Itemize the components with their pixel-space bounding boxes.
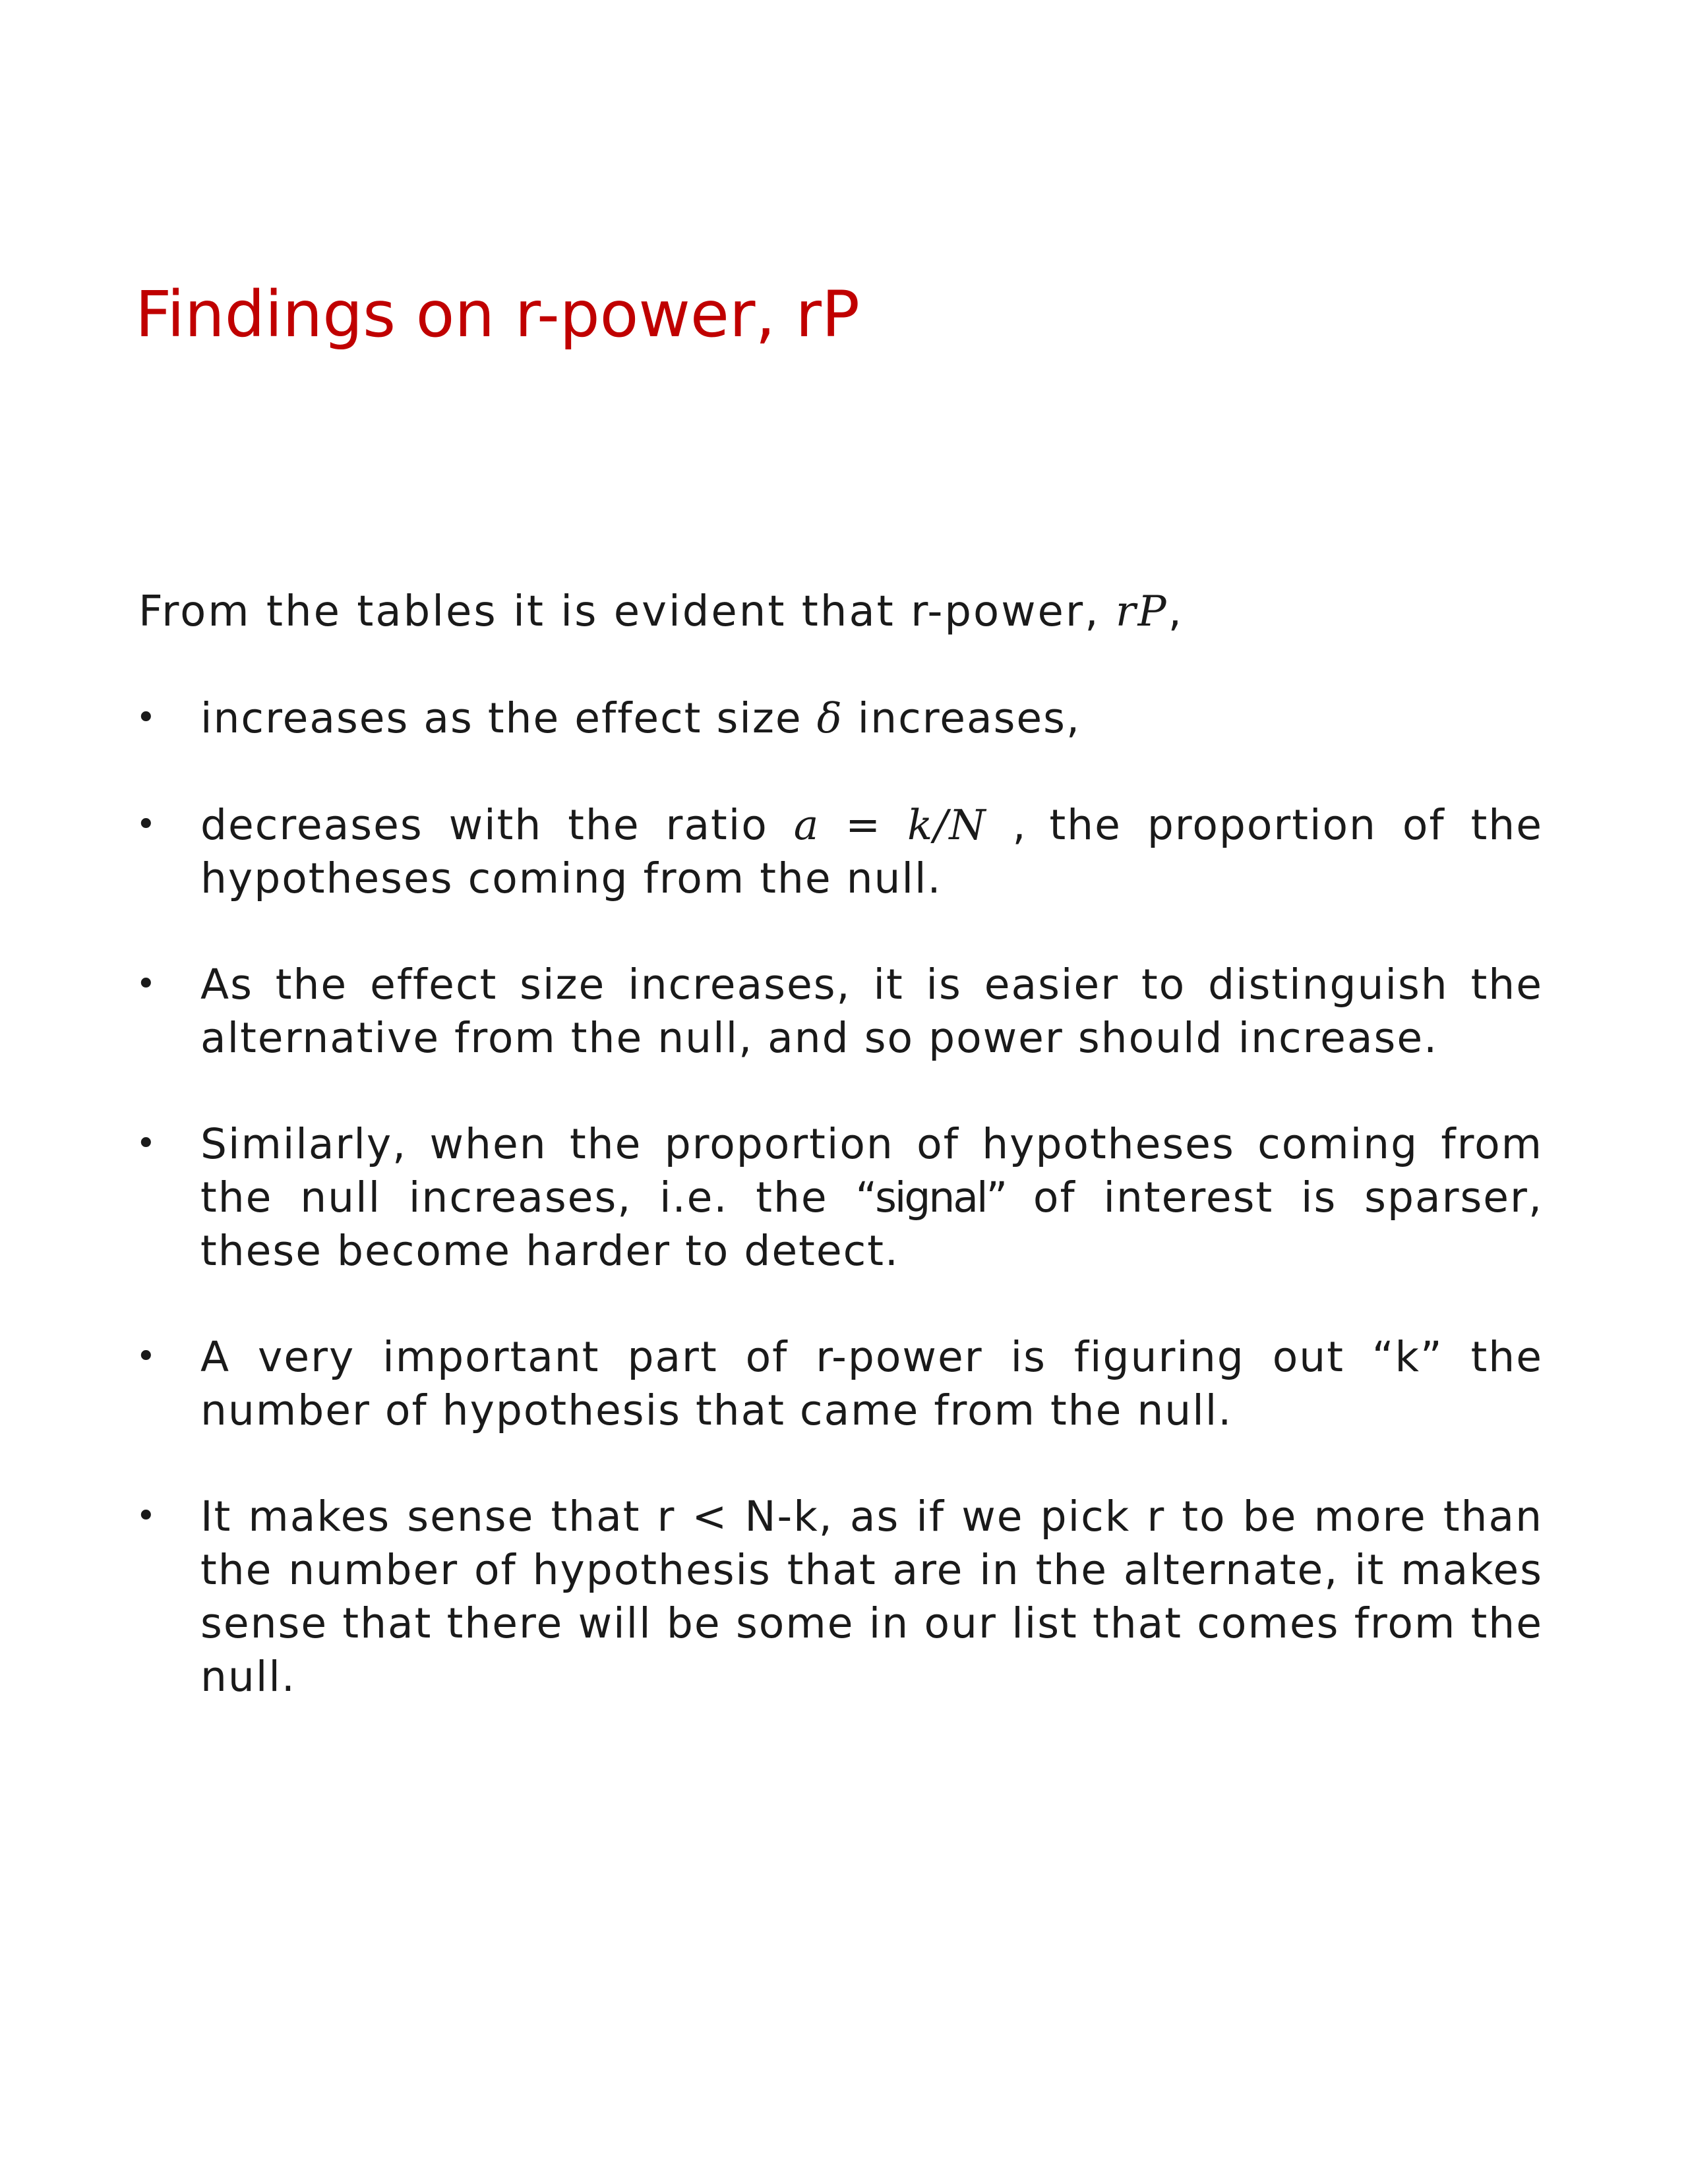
finding-text-part: the proportion of the hypotheses coming from the null. xyxy=(200,801,1543,902)
finding-text-part: Similarly, when the proportion of hypotheses coming from the null increases, i.e. the xyxy=(200,1120,1543,1222)
finding-item xyxy=(132,1117,1543,1278)
formula-comma: , xyxy=(986,801,1027,849)
bullet-dot: • xyxy=(136,698,156,738)
bullet-dot: • xyxy=(136,1124,156,1164)
finding-item xyxy=(132,798,1543,905)
bullet-dot: • xyxy=(136,1496,156,1536)
formula-a: a xyxy=(793,801,820,849)
finding-text xyxy=(200,692,1543,745)
intro-text: From the tables it is evident that r-power, xyxy=(138,587,1116,636)
formula-equals: = xyxy=(820,801,907,849)
finding-item xyxy=(132,1330,1543,1437)
finding-item xyxy=(132,958,1543,1065)
finding-item xyxy=(132,692,1543,745)
finding-text-part: of interest is sparser, these become harder to detect. xyxy=(200,1173,1543,1275)
finding-text xyxy=(200,1117,1543,1278)
formula-k-over-n: k/N xyxy=(907,801,987,849)
bullet-dot: • xyxy=(136,964,156,1004)
finding-text-part: decreases with the ratio xyxy=(200,801,794,849)
intro-sentence xyxy=(138,585,1184,638)
delta-symbol: δ xyxy=(816,694,843,742)
intro-symbol: rP xyxy=(1115,587,1168,636)
finding-text: A very important part of r-power is figuring out “k” the number of hypothesis that came from the null. xyxy=(200,1333,1543,1434)
bullet-dot: • xyxy=(136,805,156,844)
finding-text-part: increases, xyxy=(843,694,1081,742)
finding-text: As the effect size increases, it is easier to distinguish the alternative from the null, and so power should increase. xyxy=(200,960,1543,1062)
bullet-dot: • xyxy=(136,1337,156,1376)
finding-item xyxy=(132,1490,1543,1703)
signal-quote: “signal” xyxy=(855,1173,1006,1222)
finding-text: It makes sense that r < N-k, as if we pick r to be more than the number of hypothesis that are in the alternate, it makes sense that there will be some in our list that comes from the null. xyxy=(200,1492,1543,1701)
intro-suffix: , xyxy=(1168,587,1184,636)
finding-text-part: increases as the effect size xyxy=(200,694,817,742)
ratio-formula xyxy=(794,801,1027,849)
finding-text xyxy=(200,798,1543,905)
slide-title: Findings on r-power, rP xyxy=(135,278,860,351)
